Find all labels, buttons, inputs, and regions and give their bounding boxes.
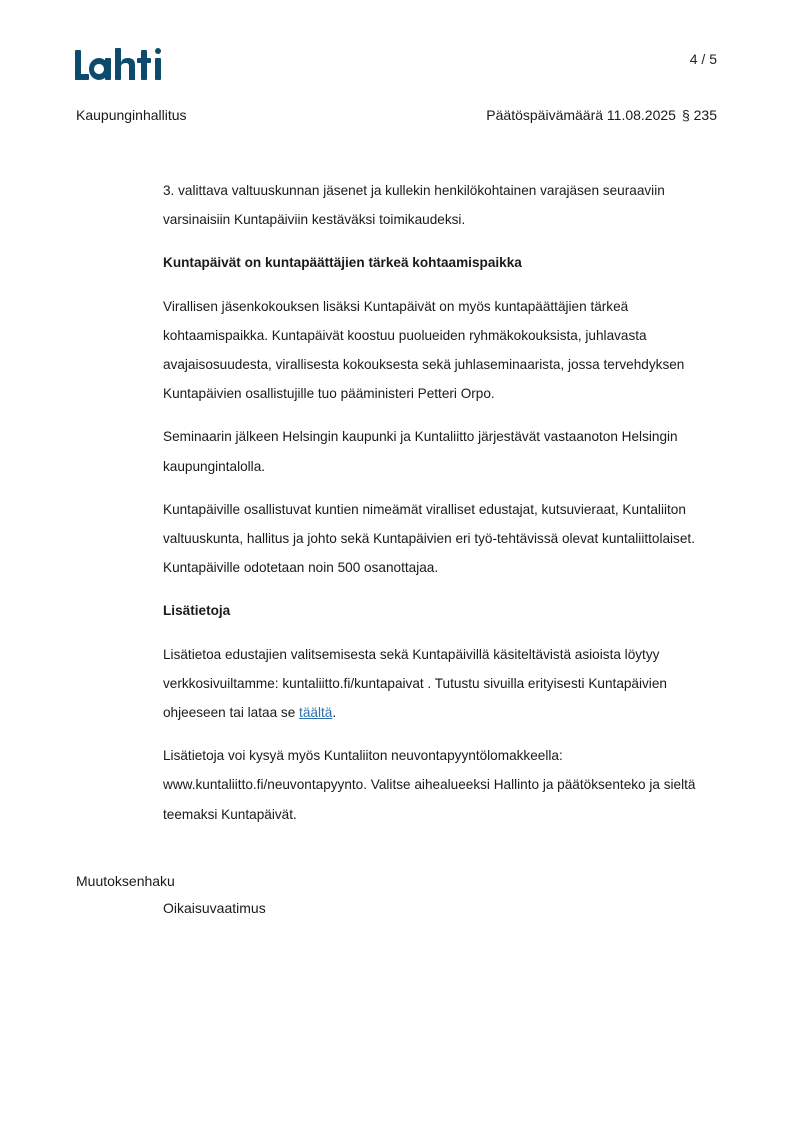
download-link[interactable]: täältä [299, 705, 333, 721]
appeal-type: Oikaisuvaatimus [163, 900, 266, 916]
paragraph-3: Seminaarin jälkeen Helsingin kaupunki ja Kuntaliitto järjestävät vastaanoton Helsingin kaupungintalolla. [163, 429, 678, 474]
paragraph-5 [163, 640, 718, 728]
paragraph-6: Lisätietoja voi kysyä myös Kuntaliiton neuvontapyyntölomakkeella: www.kuntaliitto.fi/neuvontapyynto. Valitse aihealueeksi Hallinto ja päätöksenteko ja sieltä teemaksi Kuntapäivät. [163, 748, 696, 822]
section-heading-kuntapaivat: Kuntapäivät on kuntapäättäjien tärkeä kohtaamispaikka [163, 255, 522, 271]
paragraph-5-end: . [332, 705, 337, 721]
page-number: 4 / 5 [689, 51, 717, 67]
appeal-heading: Muutoksenhaku [76, 873, 175, 889]
paragraph-5-text: Lisätietoa edustajien valitsemisesta sekä Kuntapäivillä käsiteltävistä asioista löytyy verkkosivuiltamme: kuntaliitto.fi/kuntapaivat . Tutustu sivuilla erityisesti Kuntapäivien ohjeeseen tai lataa se [163, 646, 667, 721]
paragraph-1: 3. valittava valtuuskunnan jäsenet ja kullekin henkilökohtainen varajäsen seuraaviin varsinaisiin Kuntapäiviin kestäväksi toimikaudeksi. [163, 183, 665, 228]
decision-date: Päätöspäivämäärä 11.08.2025 [486, 107, 676, 123]
paragraph-4: Kuntapäiville osallistuvat kuntien nimeämät viralliset edustajat, kutsuvieraat, Kuntaliiton valtuuskunta, hallitus ja johto sekä Kuntapäivien eri työ-tehtävissä olevat kuntaliittolaiset. Kuntapäiville odotetaan noin 500 osanottajaa. [163, 501, 695, 576]
section-heading-lisatietoja: Lisätietoja [163, 603, 231, 619]
paragraph-2: Virallisen jäsenkokouksen lisäksi Kuntapäivät on myös kuntapäättäjien tärkeä kohtaamispaikka. Kuntapäivät koostuu puolueiden ryhmäkokouksista, juhlavasta avajaisosuudesta, virallisesta kokouksesta sekä juhlaseminaarista, jossa tervehdyksen Kuntapäivien osallistujille tuo pääministeri Petteri Orpo. [163, 298, 685, 402]
lahti-logo [75, 46, 167, 82]
decision-header [486, 107, 717, 123]
department-name: Kaupunginhallitus [76, 107, 187, 123]
document-body [163, 176, 718, 843]
section-number: § 235 [681, 107, 717, 123]
